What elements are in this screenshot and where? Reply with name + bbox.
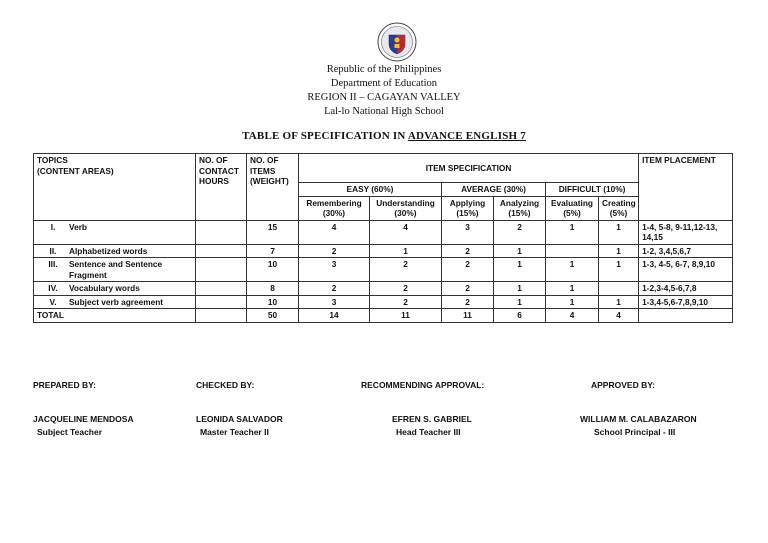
row-placement: 1-2,3-4,5-6,7,8 <box>639 282 733 296</box>
header-topics-label: TOPICS <box>37 155 68 165</box>
row-hours <box>196 244 247 258</box>
row-applying: 2 <box>442 244 494 258</box>
row-creating: 1 <box>599 244 639 258</box>
row-items: 10 <box>247 295 299 309</box>
header-analyzing: Analyzing (15%) <box>494 196 546 220</box>
letterhead <box>0 63 768 119</box>
checked-name: LEONIDA SALVADOR <box>196 414 283 424</box>
header-difficult: DIFFICULT (10%) <box>546 183 639 197</box>
total-understanding: 11 <box>370 309 442 323</box>
row-number: IV. <box>48 283 58 293</box>
row-hours <box>196 220 247 244</box>
row-applying: 3 <box>442 220 494 244</box>
header-applying: Applying (15%) <box>442 196 494 220</box>
checked-role: Master Teacher II <box>200 427 269 437</box>
row-placement: 1-2, 3,4,5,6,7 <box>639 244 733 258</box>
total-creating: 4 <box>599 309 639 323</box>
total-remembering: 14 <box>299 309 370 323</box>
deped-seal-logo <box>377 22 417 62</box>
signatory-approved <box>580 414 697 437</box>
header-average: AVERAGE (30%) <box>442 183 546 197</box>
row-understanding: 2 <box>370 258 442 282</box>
row-analyzing: 1 <box>494 282 546 296</box>
title-subject: ADVANCE ENGLISH 7 <box>407 130 526 142</box>
row-number: II. <box>49 245 57 256</box>
title-prefix: TABLE OF SPECIFICATION IN <box>242 130 408 142</box>
header-school: Lal-lo National High School <box>324 106 444 117</box>
header-evaluating: Evaluating (5%) <box>546 196 599 220</box>
header-item-placement: ITEM PLACEMENT <box>639 154 733 221</box>
row-understanding: 4 <box>370 220 442 244</box>
row-applying: 2 <box>442 282 494 296</box>
row-remembering: 3 <box>299 258 370 282</box>
row-placement: 1-4, 5-8, 9-11,12-13, 14,15 <box>639 220 733 244</box>
row-hours <box>196 295 247 309</box>
total-label: TOTAL <box>34 309 196 323</box>
header-topics <box>34 154 196 221</box>
total-placement <box>639 309 733 323</box>
row-items: 15 <box>247 220 299 244</box>
table-row <box>34 220 733 244</box>
header-region: REGION II – CAGAYAN VALLEY <box>307 92 461 103</box>
row-applying: 2 <box>442 295 494 309</box>
row-analyzing: 1 <box>494 295 546 309</box>
row-items: 7 <box>247 244 299 258</box>
recommending-name: EFREN S. GABRIEL <box>392 414 472 424</box>
checked-by-label: CHECKED BY: <box>196 380 255 390</box>
row-evaluating: 1 <box>546 258 599 282</box>
row-number: I. <box>50 221 56 232</box>
row-number: V. <box>49 296 57 307</box>
row-evaluating: 1 <box>546 220 599 244</box>
row-creating: 1 <box>599 295 639 309</box>
header-creating: Creating (5%) <box>599 196 639 220</box>
total-row <box>34 309 733 323</box>
row-placement: 1-3, 4-5, 6-7, 8,9,10 <box>639 258 733 282</box>
signatory-checked <box>196 414 283 437</box>
header-items: NO. OF ITEMS (WEIGHT) <box>247 154 299 221</box>
header-easy: EASY (60%) <box>299 183 442 197</box>
recommending-role: Head Teacher III <box>396 427 461 437</box>
row-remembering: 3 <box>299 295 370 309</box>
recommending-approval-label: RECOMMENDING APPROVAL: <box>361 380 485 390</box>
row-understanding: 2 <box>370 282 442 296</box>
table-row <box>34 282 733 296</box>
row-number: III. <box>48 259 58 269</box>
row-analyzing: 1 <box>494 258 546 282</box>
total-analyzing: 6 <box>494 309 546 323</box>
row-remembering: 4 <box>299 220 370 244</box>
row-understanding: 2 <box>370 295 442 309</box>
approved-name: WILLIAM M. CALABAZARON <box>580 414 697 424</box>
header-item-specification: ITEM SPECIFICATION <box>299 154 639 183</box>
signatory-recommending <box>392 414 472 437</box>
row-evaluating: 1 <box>546 295 599 309</box>
table-row <box>34 295 733 309</box>
total-evaluating: 4 <box>546 309 599 323</box>
approved-by-label: APPROVED BY: <box>591 380 656 390</box>
row-creating: 1 <box>599 220 639 244</box>
table-row <box>34 244 733 258</box>
total-hours <box>196 309 247 323</box>
row-topic: Vocabulary words <box>69 283 140 293</box>
header-republic: Republic of the Philippines <box>326 64 442 75</box>
row-topic: Sentence and Sentence Fragment <box>69 259 163 280</box>
row-creating <box>599 282 639 296</box>
header-remembering: Remembering (30%) <box>299 196 370 220</box>
header-contact-hours: NO. OF CONTACT HOURS <box>196 154 247 221</box>
row-applying: 2 <box>442 258 494 282</box>
row-topic: Verb <box>69 221 87 232</box>
total-applying: 11 <box>442 309 494 323</box>
row-creating: 1 <box>599 258 639 282</box>
total-items: 50 <box>247 309 299 323</box>
row-analyzing: 1 <box>494 244 546 258</box>
document-title <box>0 130 768 142</box>
row-understanding: 1 <box>370 244 442 258</box>
row-topic: Subject verb agreement <box>69 296 164 307</box>
row-items: 10 <box>247 258 299 282</box>
row-analyzing: 2 <box>494 220 546 244</box>
table-row <box>34 258 733 282</box>
row-remembering: 2 <box>299 244 370 258</box>
row-topic: Alphabetized words <box>69 245 148 256</box>
row-placement: 1-3,4-5,6-7,8,9,10 <box>639 295 733 309</box>
header-understanding: Understanding (30%) <box>370 196 442 220</box>
row-hours <box>196 258 247 282</box>
row-remembering: 2 <box>299 282 370 296</box>
header-department: Department of Education <box>330 78 438 89</box>
row-evaluating: 1 <box>546 282 599 296</box>
prepared-name: JACQUELINE MENDOSA <box>33 414 134 424</box>
signatory-prepared <box>33 414 134 437</box>
row-items: 8 <box>247 282 299 296</box>
row-evaluating <box>546 244 599 258</box>
prepared-role: Subject Teacher <box>37 427 103 437</box>
specification-table <box>33 153 733 323</box>
prepared-by-label: PREPARED BY: <box>33 380 96 390</box>
row-hours <box>196 282 247 296</box>
header-content-areas-label: (CONTENT AREAS) <box>37 165 114 176</box>
approved-role: School Principal - III <box>594 427 676 437</box>
